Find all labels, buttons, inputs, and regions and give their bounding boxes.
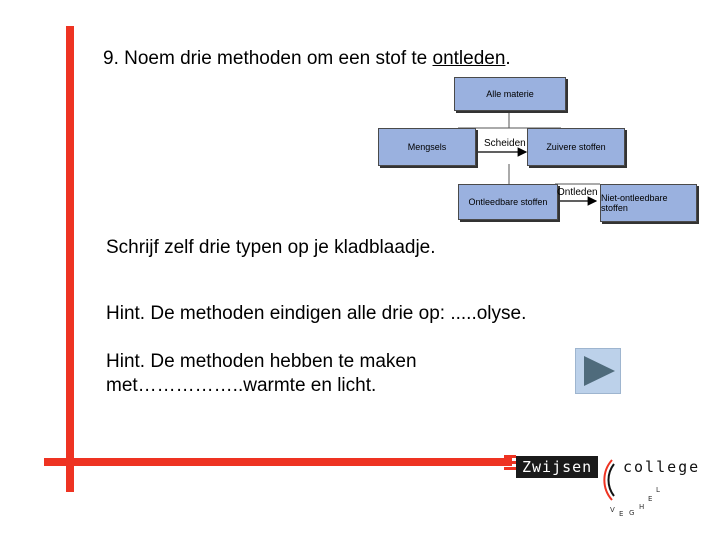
logo-stripes-icon: [498, 454, 518, 476]
title-suffix: .: [505, 48, 511, 69]
box-mixtures: Mengsels: [378, 128, 476, 166]
label-decompose: Ontleden: [557, 187, 598, 198]
label-separate: Scheiden: [484, 138, 526, 149]
box-non-decomposable: Niet-ontleedbare stoffen: [600, 184, 697, 222]
hint-olyse: Hint. De methoden eindigen alle drie op: .....olyse.: [106, 303, 527, 324]
logo-word-zwijsen: Zwijsen: [516, 456, 598, 478]
zwijsen-college-logo: [498, 452, 701, 522]
title-underlined: ontleden: [432, 48, 506, 69]
logo-word-college: college: [623, 458, 701, 476]
instruction-text: Schrijf zelf drie typen op je kladblaadje.: [106, 237, 436, 258]
box-all-matter: Alle materie: [454, 77, 566, 111]
svg-text:VEG HEL: V E G HEL: [610, 486, 660, 518]
title-prefix: 9. Noem drie methoden om een stof te: [103, 48, 433, 69]
hint-heat-light-line2: met……………..warmte en licht.: [106, 375, 377, 396]
box-pure-substances: Zuivere stoffen: [527, 128, 625, 166]
logo-arc: [598, 452, 678, 522]
next-play-button[interactable]: [575, 348, 621, 394]
box-decomposable: Ontleedbare stoffen: [458, 184, 558, 220]
hint-heat-light-line1: Hint. De methoden hebben te maken: [106, 351, 417, 372]
play-icon: [576, 349, 620, 393]
